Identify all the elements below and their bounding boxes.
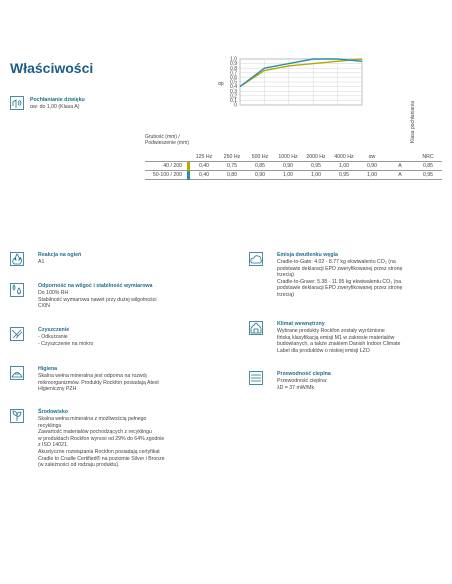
table-header-label: [145, 134, 189, 146]
section-line: Label dla produktów o niskiej emisji LZO: [277, 347, 370, 354]
left-section: [38, 252, 81, 266]
y-tick-label: 1,0: [230, 56, 237, 63]
column-header: 250 Hz: [223, 154, 241, 160]
table-cell: 0,95: [338, 172, 350, 178]
table-cell: A: [398, 172, 402, 178]
left-section: [38, 409, 165, 469]
y-tick-label: 0,9: [230, 61, 237, 68]
section-title: Higiena: [38, 366, 58, 372]
y-tick-label: 0,2: [230, 93, 237, 100]
section-line: Zawartość materiałów pochodzących z recyklingu: [38, 429, 152, 436]
humidity-icon: [10, 283, 24, 297]
section-line: podstawie deklaracji EPD zweryfikowanej przez stronę: [277, 285, 403, 292]
table-cell: 0,95: [422, 172, 434, 178]
section-line: (w zależności od rodzaju produktu).: [38, 462, 120, 469]
section-line: trzecią): [277, 272, 295, 279]
section-line: recyklingu: [38, 422, 62, 429]
table-cell: 0,40: [198, 163, 210, 169]
section-line: trzecią): [277, 291, 295, 298]
section-title: Odporność na wilgoć i stabilność wymiarowa: [38, 283, 153, 289]
table-cell: 0,90: [282, 163, 294, 169]
right-section: [277, 252, 402, 299]
left-section: [38, 283, 157, 310]
absorption-table: [145, 153, 442, 180]
absorption-title: Pochłanianie dźwięku: [30, 97, 85, 103]
section-line: - Odkurzanie: [38, 334, 68, 340]
table-cell: 0,40: [198, 172, 210, 178]
section-line: Akustyczne rozwiązania Rockfon posiadają certyfikat: [38, 448, 160, 455]
left-section: [38, 366, 159, 393]
section-title: Środowisko: [38, 409, 69, 415]
section-line: Stabilność wymiarowa nawet przy dużej wilgotności: [38, 296, 157, 303]
section-line: - Czyszczenie na mokro: [38, 340, 94, 347]
y-tick-label: 0,7: [230, 70, 237, 77]
y-tick-label: 0,8: [230, 65, 237, 72]
table-cell: 0,85: [254, 163, 266, 169]
table-cell: 1,00: [338, 163, 350, 169]
section-line: Cradle-to-Grave: 5.38 - 11.95 kg ekwiwalentu CO₂ (na: [277, 278, 402, 285]
co2-icon: [249, 252, 263, 266]
section-title: Czyszczenie: [38, 327, 70, 333]
row-label: 40 / 200: [163, 163, 182, 169]
row-label: 50-100 / 200: [152, 172, 182, 178]
column-header: 4000 Hz: [334, 154, 354, 160]
section-line: Skalna wełna mineralna z możliwością pełnego: [38, 416, 147, 422]
section-line: Wybrane produkty Rockfon zostały wyróżnione: [277, 328, 385, 334]
acoustic-icon: [10, 96, 24, 110]
section-line: Skalna wełna mineralna jest odporna na rozwój: [38, 373, 147, 379]
y-tick-label: 0,6: [230, 75, 237, 81]
right-section: [277, 371, 331, 391]
table-header-line1: Grubość (mm) /: [145, 134, 180, 140]
table-cell: 1,00: [282, 172, 294, 178]
y-tick-label: 0,1: [230, 98, 237, 104]
table-cell: 0,90: [254, 172, 266, 178]
column-header: NRC: [422, 154, 434, 160]
column-header: 1000 Hz: [278, 154, 298, 160]
table-header-line2: Podwieszenie (mm): [145, 140, 189, 146]
table-row: [145, 171, 442, 180]
section-line: Cradle to Cradle Certified® na poziomie Silver i Bronze: [38, 455, 165, 462]
left-section: [38, 327, 93, 347]
column-header: αw: [368, 154, 376, 160]
right-section: [277, 321, 400, 354]
section-line: A1: [38, 259, 45, 265]
section-line: mikroorganizmów. Produkty Rockfon posiadają Atest: [38, 379, 159, 386]
column-header: 500 Hz: [251, 154, 269, 160]
section-line: Przewodność cieplna:: [277, 378, 328, 384]
column-header: 2000 Hz: [306, 154, 326, 160]
absorption-block: [30, 97, 85, 111]
y-tick-label: 0: [234, 102, 237, 109]
section-line: fińską klasyfikacją emisji M1 w zakresie materiałów: [277, 334, 395, 341]
y-tick-label: 0,4: [230, 84, 237, 91]
table-cell: 0,75: [226, 163, 238, 169]
section-title: Reakcja na ogień: [38, 252, 82, 258]
y-axis-label: αp: [218, 81, 224, 87]
indoor-climate-icon: [249, 321, 263, 335]
absorption-subtitle: αw: do 1,00 (Klasa A): [30, 104, 80, 110]
table-cell: 1,00: [366, 172, 378, 178]
table-cell: 0,80: [226, 172, 238, 178]
klasa-header-label: Klasa pochłaniania: [410, 101, 416, 143]
klasa-header: [410, 98, 440, 148]
table-cell: 1,00: [310, 172, 322, 178]
section-line: Do 100% RH: [38, 290, 69, 296]
table-cell: 0,90: [366, 163, 378, 169]
section-line: Cradle-to-Gate: 4.02 - 8.77 kg ekwiwalentu CO₂ (na: [277, 259, 396, 265]
y-tick-label: 0,5: [230, 79, 237, 86]
table-cell: A: [398, 163, 402, 169]
environment-icon: [10, 409, 24, 423]
section-line: C/0N: [38, 303, 50, 310]
table-cell: 0,85: [422, 163, 434, 169]
section-title: Klimat wewnętrzny: [277, 321, 325, 327]
page-title: Właściwości: [10, 60, 94, 76]
chart-svg: [210, 55, 430, 150]
cleaning-icon: [10, 327, 24, 341]
y-tick-label: 0,3: [230, 88, 237, 95]
section-line: podstawie deklaracji EPD zweryfikowanej przez stronę: [277, 265, 403, 272]
section-line: Higieniczny PZH: [38, 386, 77, 393]
section-line: λD = 37 mW/Mk: [277, 384, 315, 391]
section-line: w produktach Rockfon wynosi od 29% do 64% zgodnie: [38, 435, 165, 442]
hygiene-icon: [10, 366, 24, 380]
thermal-conductivity-icon: [249, 371, 263, 385]
section-line: z ISO 14021.: [38, 442, 69, 449]
column-header: 125 Hz: [195, 154, 213, 160]
absorption-chart: [210, 55, 430, 150]
section-title: Przewodność cieplna: [277, 371, 331, 377]
section-title: Emisja dwutlenku węgla: [277, 252, 338, 258]
section-line: budowlanych, a także znakiem Danish Indoor Climate: [277, 341, 401, 348]
fire-icon: [10, 252, 24, 266]
table-cell: 0,95: [310, 163, 322, 169]
